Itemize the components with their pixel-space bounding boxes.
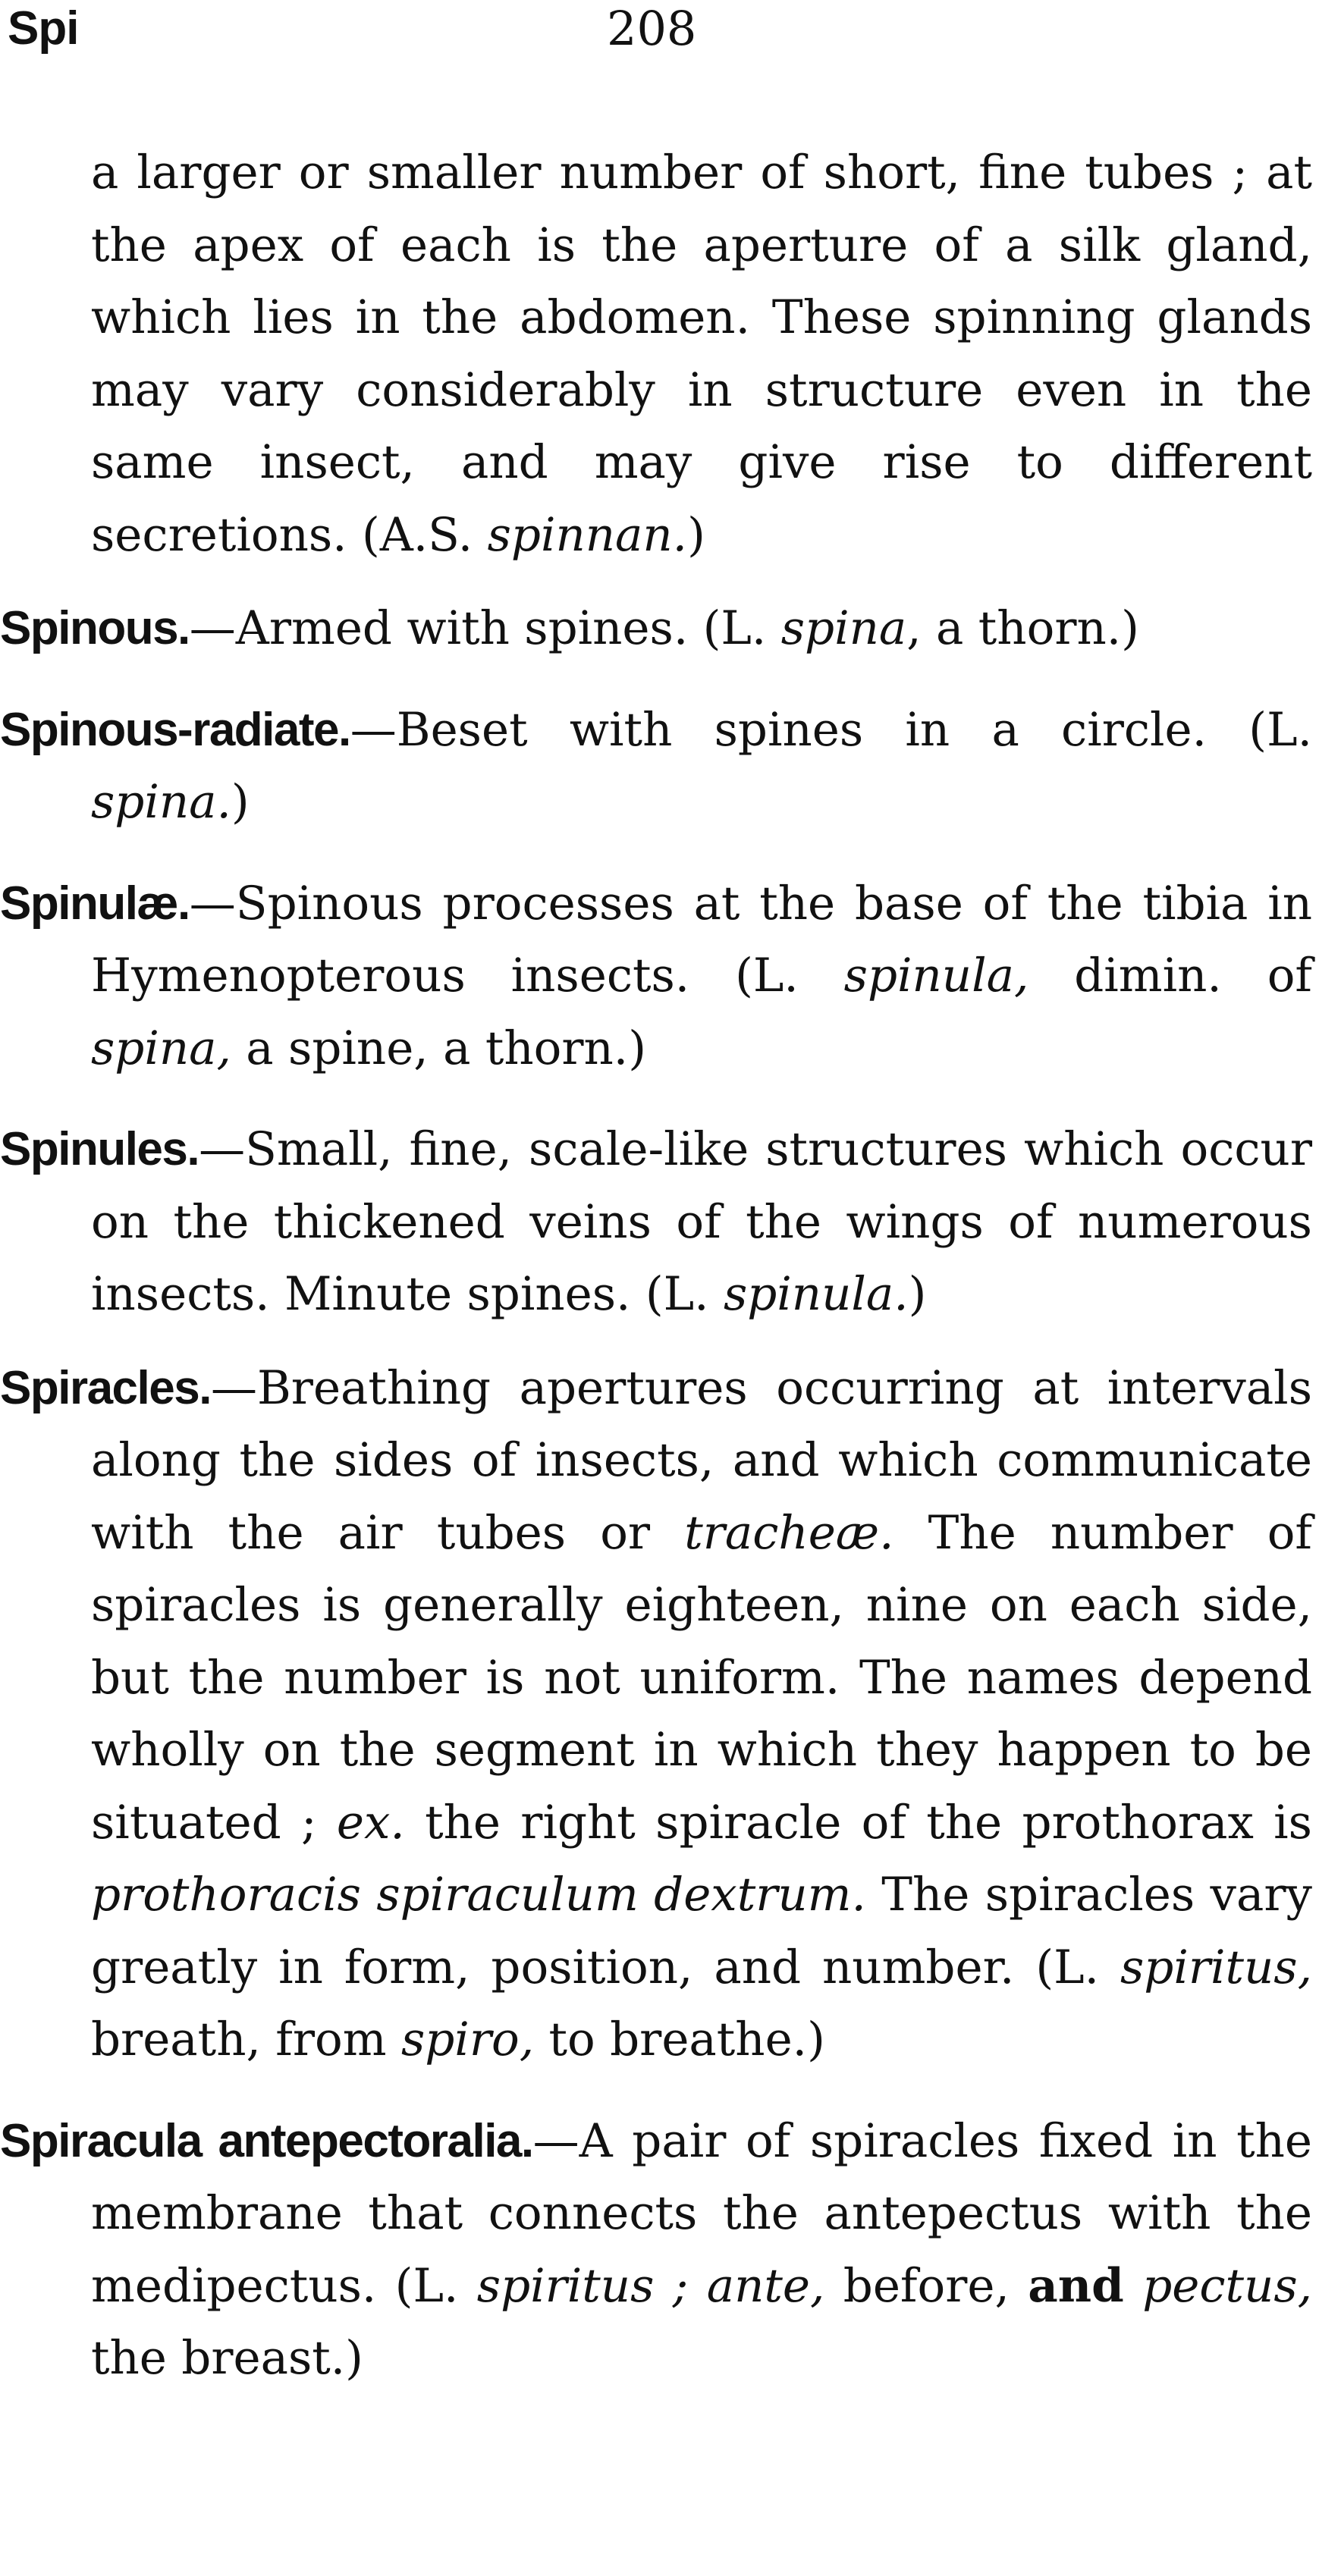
entry-spinous-radiate: [0, 694, 1312, 839]
entry-etymology: spina,: [91, 1021, 231, 1075]
running-head: Spi: [8, 2, 79, 55]
entry-definition: —Small, fine, scale-like structures which occur on the thickened veins of the wings of numerous insects. Minute spines. (L.: [91, 1122, 1312, 1321]
page-header: [0, 0, 1319, 68]
entry-term: Spinulæ.: [0, 877, 190, 930]
entry-etymology: spiritus,: [1120, 1940, 1312, 1994]
entry-spinous: [0, 592, 1312, 665]
entry-definition: —Armed with spines. (L.: [189, 601, 781, 655]
entry-text: [1124, 2259, 1142, 2313]
entry-text: to breathe.): [534, 2013, 825, 2066]
page-number: 208: [607, 1, 697, 56]
entry-italic: prothoracis spiraculum dextrum.: [91, 1868, 866, 1922]
entry-etymology: spiritus ;: [476, 2258, 689, 2313]
entry-text: The spiracles vary greatly in form, position, and number. (L.: [91, 1868, 1312, 1994]
entry-italic: tracheæ.: [684, 1505, 894, 1560]
entry-term: Spinous.: [0, 602, 190, 654]
entry-definition: —Spinous processes at the base of the tibia in Hymenopterous insects. (L.: [91, 876, 1312, 1002]
entry-text: before,: [824, 2258, 1029, 2313]
entry-continuation: [0, 136, 1312, 571]
entry-etymology: spinula.: [723, 1267, 909, 1321]
continuation-etymology: spinnan.: [487, 507, 688, 562]
entry-definition: —Beset with spines in a circle. (L.: [350, 702, 1312, 757]
entry-term: Spinous-radiate.: [0, 703, 350, 756]
entry-text: [688, 2259, 706, 2313]
entry-text: the breast.): [91, 2331, 363, 2385]
entry-text: the right spiracle of the prothorax is: [404, 1795, 1312, 1850]
entry-spiracles: [0, 1352, 1312, 2076]
entry-etymology: pectus,: [1142, 2258, 1313, 2313]
entry-etymology: spina: [780, 601, 907, 655]
entry-italic: ex.: [336, 1795, 405, 1850]
entry-term: Spiracles.: [0, 1361, 211, 1414]
entry-bold-word: and: [1028, 2258, 1124, 2313]
entry-definition: —A pair of spiracles fixed in the membrane that connects the antepectus with the medipectus. (L.: [91, 2113, 1312, 2313]
entry-term: Spiracula antepectoralia.: [0, 2114, 533, 2167]
entry-text: dimin. of: [1029, 949, 1313, 1002]
entry-text: ): [908, 1267, 927, 1321]
entry-text: The number of spiracles is generally eighteen, nine on each side, but the number is not uniform. The names depend wholly on the segment in which they happen to be situated ;: [91, 1505, 1312, 1850]
entry-etymology: spina.: [91, 775, 231, 829]
entry-spinules: [0, 1113, 1312, 1331]
entry-text: ): [231, 775, 250, 829]
page-body: [0, 136, 1319, 2395]
entry-text: breath, from: [91, 2013, 401, 2066]
continuation-close: ): [687, 507, 705, 562]
entry-etymology: ante,: [706, 2258, 825, 2313]
entry-definition: —Breathing apertures occurring at intervals along the sides of insects, and which communicate with the air tubes or: [91, 1360, 1312, 1560]
entry-text: a spine, a thorn.): [231, 1021, 646, 1075]
continuation-text: a larger or smaller number of short, fine tubes ; at the apex of each is the aperture of a silk gland, which lies in the abdomen. These spinning glands may vary considerably in structure even in the same insect, and may give rise to different secretions. (A.S.: [91, 146, 1312, 562]
entry-text: , a thorn.): [906, 601, 1139, 655]
entry-term: Spinules.: [0, 1123, 199, 1175]
entry-etymology: spinula,: [843, 949, 1029, 1002]
entry-spiracula-antepectoralia: [0, 2105, 1312, 2395]
entry-spinulae: [0, 868, 1312, 1085]
entry-etymology: spiro,: [400, 2013, 535, 2066]
